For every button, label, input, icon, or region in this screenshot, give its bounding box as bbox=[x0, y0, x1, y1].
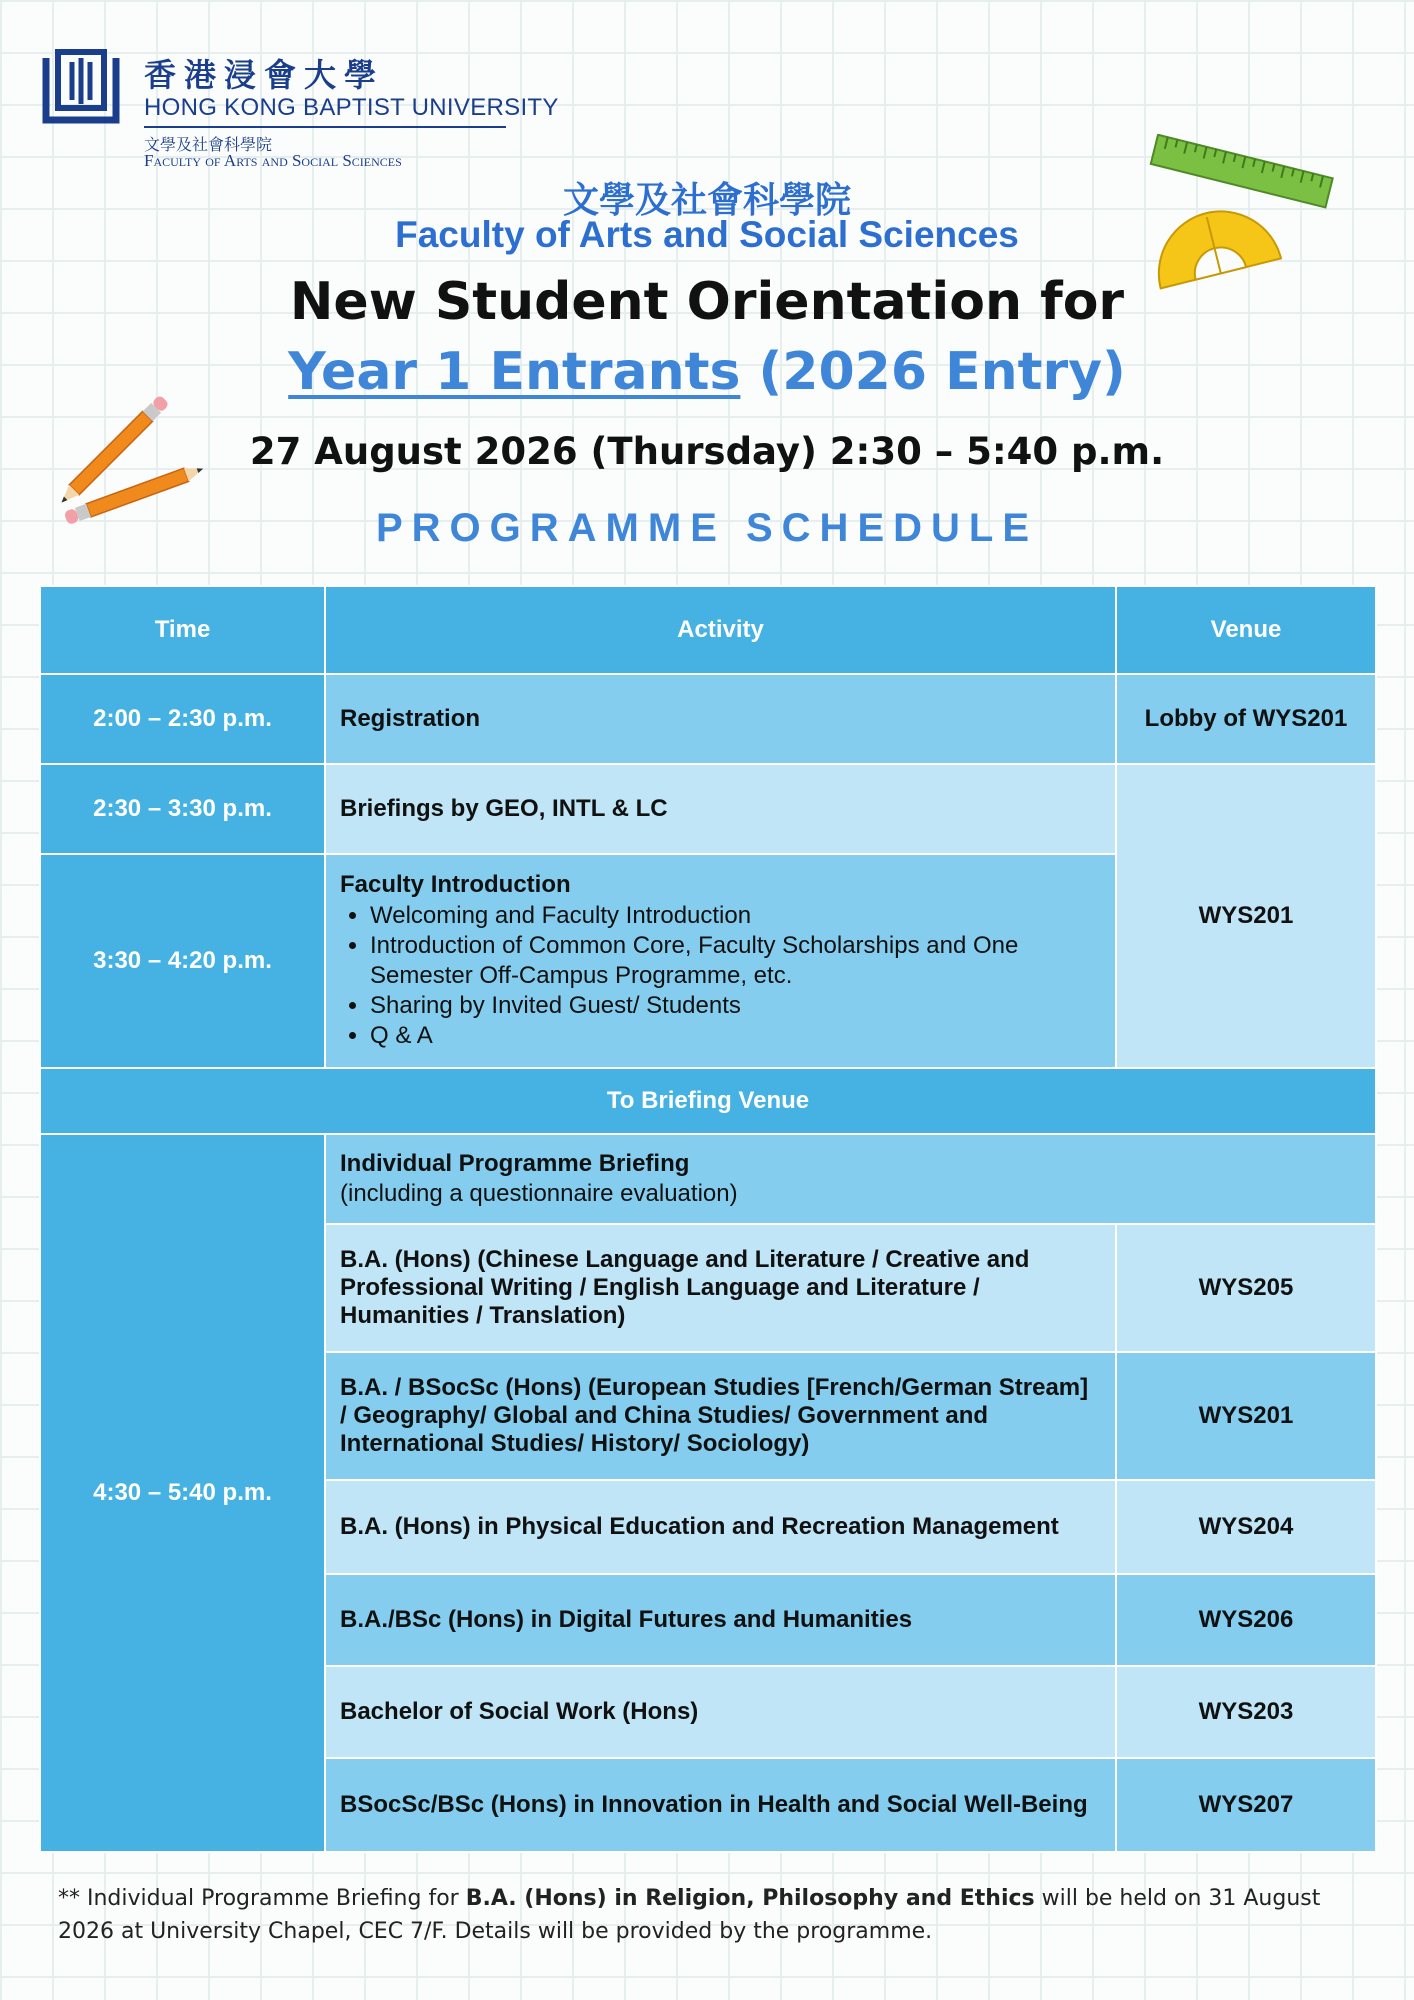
hkbu-logo-mark-icon bbox=[40, 48, 122, 126]
subtitle-underlined: Year 1 Entrants bbox=[288, 342, 741, 402]
faculty-name-en: Faculty of Arts and Social Sciences bbox=[395, 214, 1019, 255]
logo-faculty-zh: 文學及社會科學院 bbox=[144, 135, 273, 154]
header-venue: Venue bbox=[1116, 586, 1376, 674]
venue-cell: WYS203 bbox=[1116, 1666, 1376, 1758]
activity-title: Faculty Introduction bbox=[340, 871, 571, 898]
page-subtitle bbox=[0, 342, 1414, 402]
page-title: New Student Orientation for bbox=[289, 272, 1125, 332]
transit-row bbox=[40, 1068, 1376, 1134]
logo-faculty-en: Faculty of Arts and Social Sciences bbox=[144, 151, 402, 170]
programme-cell: B.A. (Hons) (Chinese Language and Literature / Creative and Professional Writing / English Language and Literature / Humanities / Translation) bbox=[325, 1224, 1116, 1352]
list-item: • Introduction of Common Core, Faculty Scholarships and One Semester Off-Campus Programme, etc. bbox=[370, 931, 1101, 991]
programme-cell: BSocSc/BSc (Hons) in Innovation in Health and Social Well-Being bbox=[325, 1758, 1116, 1852]
programme-cell: B.A. (Hons) in Physical Education and Recreation Management bbox=[325, 1480, 1116, 1574]
time-cell: 4:30 – 5:40 p.m. bbox=[40, 1134, 325, 1852]
activity-cell: Briefings by GEO, INTL & LC bbox=[325, 764, 1116, 854]
logo-divider bbox=[144, 126, 506, 128]
table-header-row bbox=[40, 586, 1376, 674]
list-item: • Q & A bbox=[370, 1021, 1101, 1051]
header-activity: Activity bbox=[325, 586, 1116, 674]
activity-title: Individual Programme Briefing bbox=[340, 1150, 690, 1177]
activity-bullet-list bbox=[340, 901, 1101, 1051]
list-item: • Welcoming and Faculty Introduction bbox=[370, 901, 1101, 931]
table-row bbox=[40, 674, 1376, 764]
venue-cell: WYS201 bbox=[1116, 1352, 1376, 1480]
header-time: Time bbox=[40, 586, 325, 674]
venue-cell: WYS201 bbox=[1116, 764, 1376, 1068]
faculty-name-zh: 文學及社會科學院 bbox=[562, 180, 851, 221]
venue-cell: WYS206 bbox=[1116, 1574, 1376, 1666]
time-cell: 2:00 – 2:30 p.m. bbox=[40, 674, 325, 764]
programme-cell: Bachelor of Social Work (Hons) bbox=[325, 1666, 1116, 1758]
footnote bbox=[58, 1882, 1378, 1948]
programme-schedule-table bbox=[39, 585, 1375, 1853]
venue-cell: WYS207 bbox=[1116, 1758, 1376, 1852]
subtitle-entry-year: (2026 Entry) bbox=[740, 342, 1126, 402]
list-item: • Sharing by Invited Guest/ Students bbox=[370, 991, 1101, 1021]
footnote-programme: B.A. (Hons) in Religion, Philosophy and Ethics bbox=[465, 1886, 1035, 1911]
activity-note: (including a questionnaire evaluation) bbox=[340, 1180, 738, 1207]
transit-cell: To Briefing Venue bbox=[40, 1068, 1376, 1134]
table-row bbox=[40, 764, 1376, 854]
event-date-time: 27 August 2026 (Thursday) 2:30 – 5:40 p.m. bbox=[249, 430, 1165, 473]
schedule-heading: PROGRAMME SCHEDULE bbox=[375, 506, 1039, 550]
programme-cell: B.A. / BSocSc (Hons) (European Studies [French/German Stream] / Geography/ Global and China Studies/ Government and International Studies/ History/ Sociology) bbox=[325, 1352, 1116, 1480]
university-logo bbox=[40, 44, 559, 172]
activity-cell bbox=[325, 854, 1116, 1068]
venue-cell: Lobby of WYS201 bbox=[1116, 674, 1376, 764]
time-cell: 2:30 – 3:30 p.m. bbox=[40, 764, 325, 854]
venue-cell: WYS204 bbox=[1116, 1480, 1376, 1574]
logo-university-en: HONG KONG BAPTIST UNIVERSITY bbox=[144, 94, 559, 121]
venue-cell: WYS205 bbox=[1116, 1224, 1376, 1352]
time-cell: 3:30 – 4:20 p.m. bbox=[40, 854, 325, 1068]
activity-cell: Registration bbox=[325, 674, 1116, 764]
footnote-suffix: will be held on 31 August 2026 at University Chapel, CEC 7/F. Details will be provided by the programme. bbox=[58, 1886, 1321, 1944]
activity-cell bbox=[325, 1134, 1376, 1224]
logo-university-zh: 香港浸會大學 bbox=[144, 56, 385, 94]
footnote-prefix: ** Individual Programme Briefing for bbox=[58, 1886, 466, 1911]
programme-cell: B.A./BSc (Hons) in Digital Futures and Humanities bbox=[325, 1574, 1116, 1666]
table-row bbox=[40, 1134, 1376, 1224]
